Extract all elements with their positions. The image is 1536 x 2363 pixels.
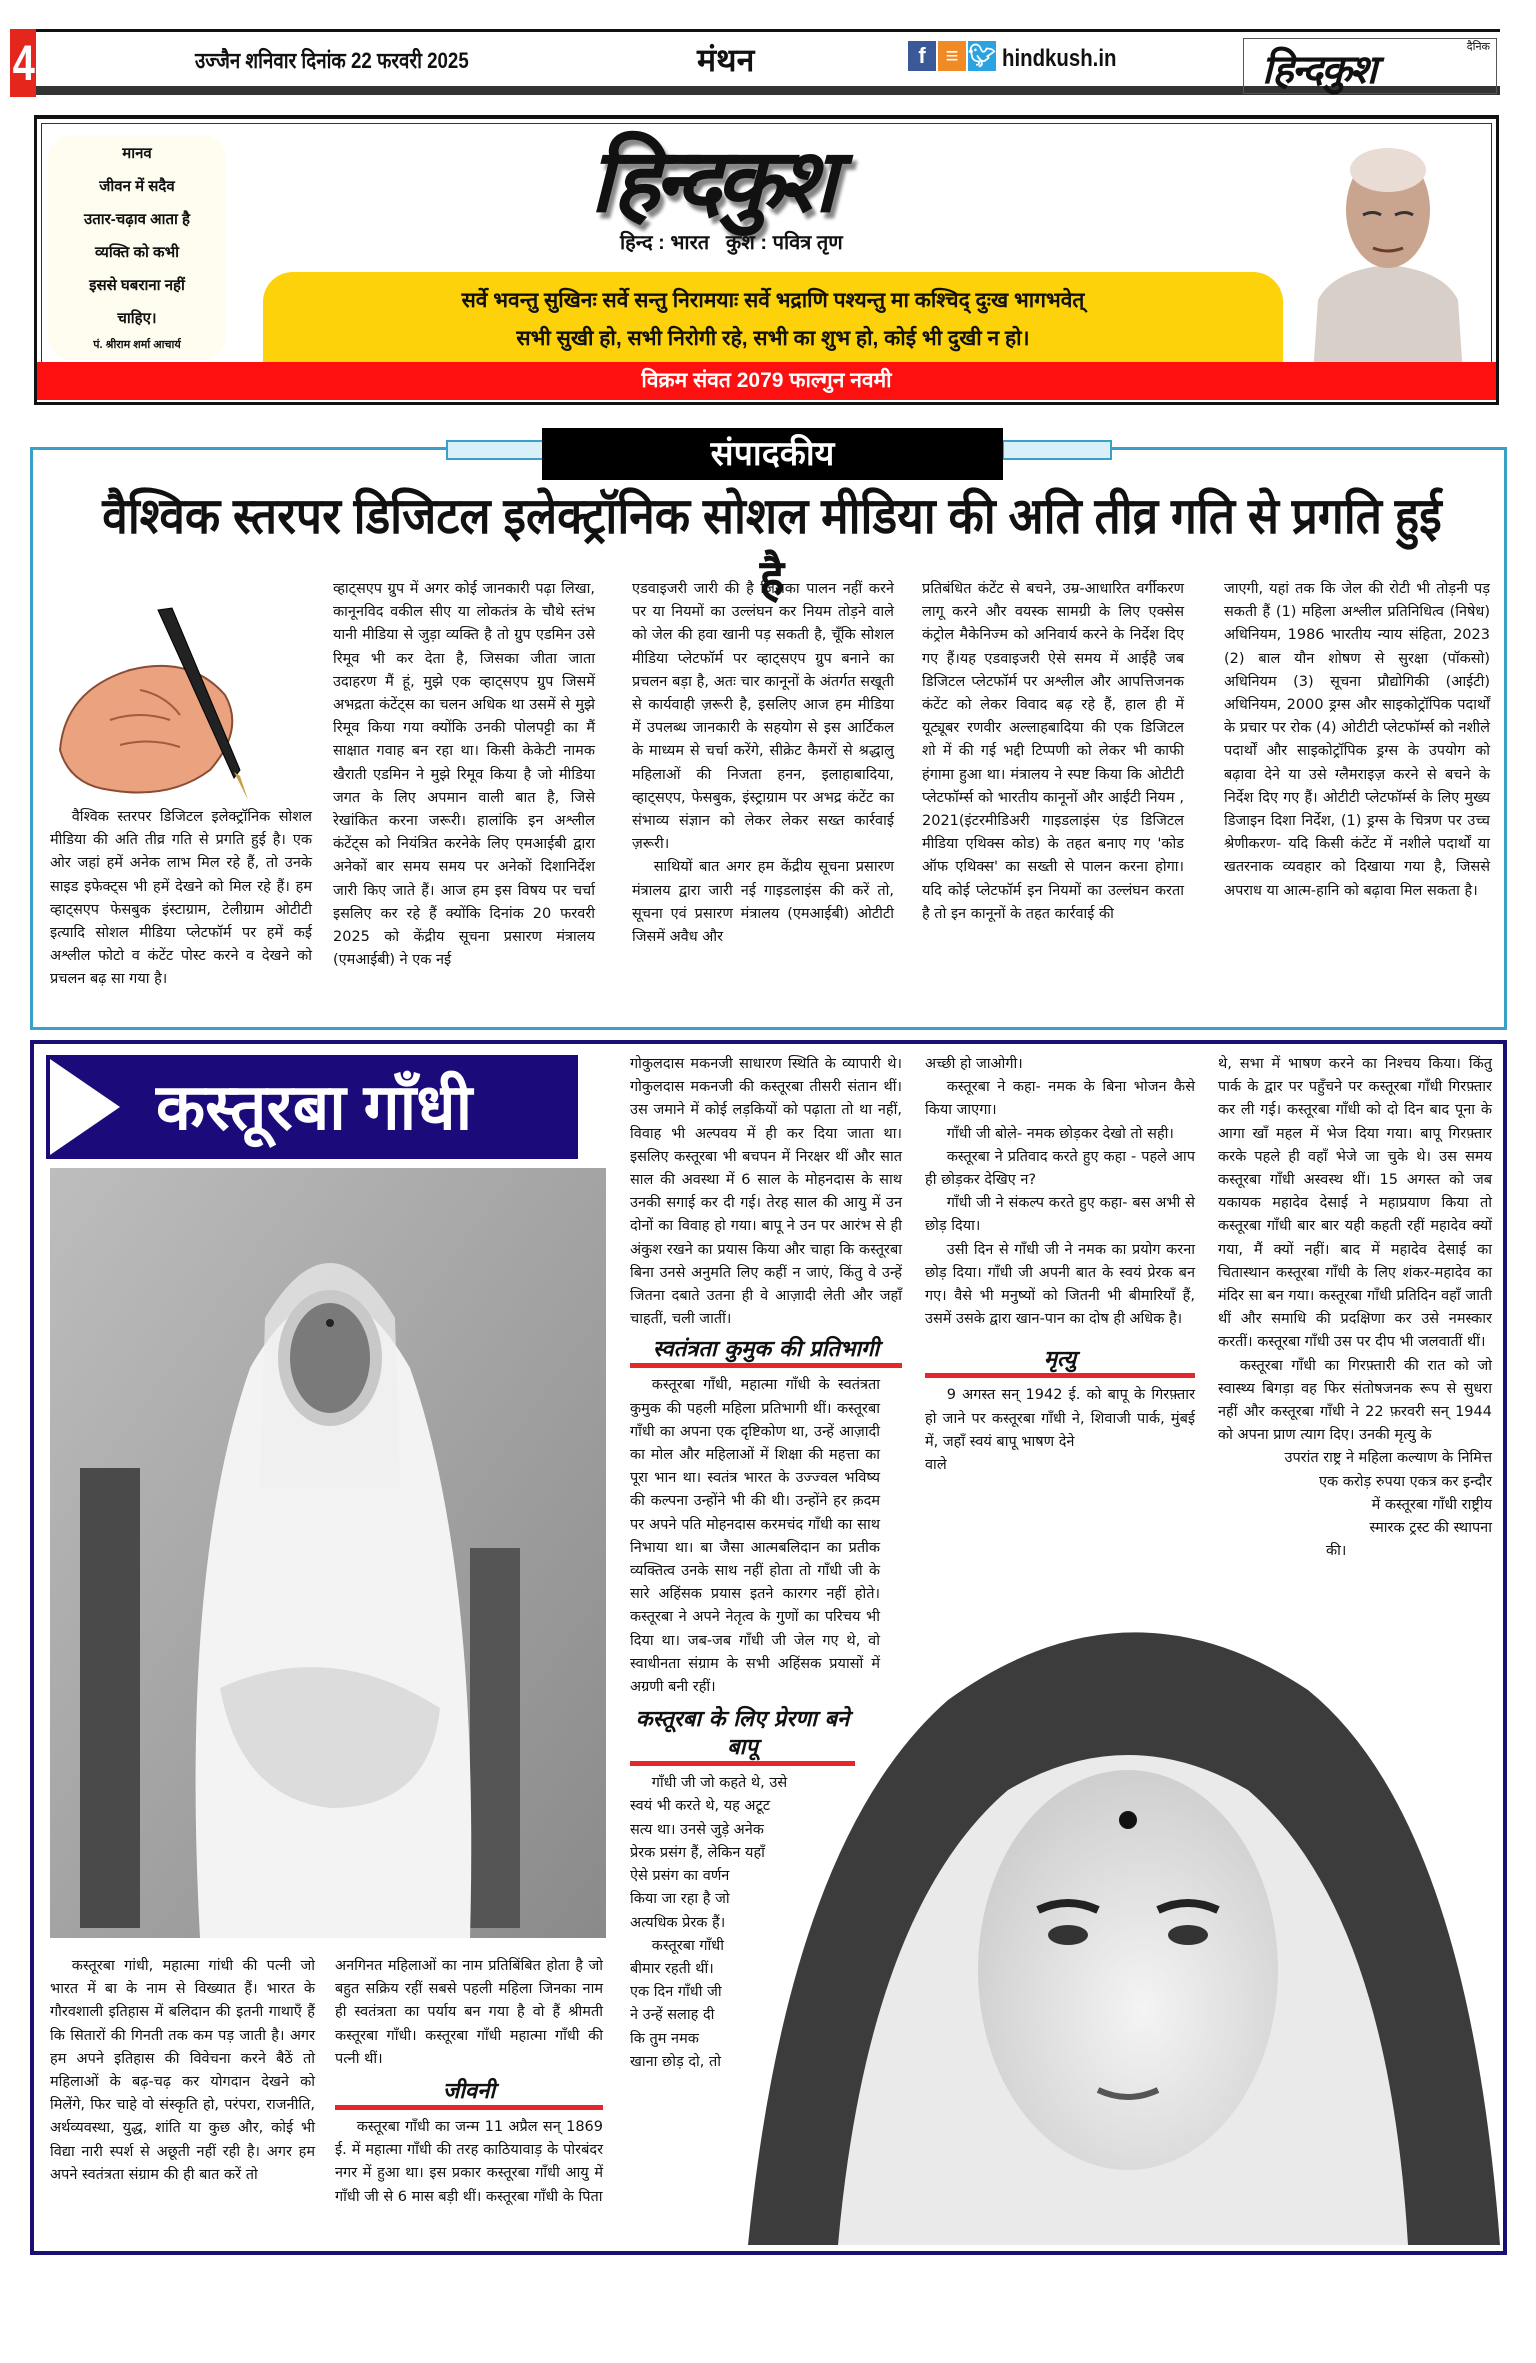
shloka-line: सर्वे भवन्तु सुखिनः सर्वे सन्तु निरामयाः सर्वे भद्राणि पश्यन्तु मा कश्चिद् दुःख भागभवेत् [461, 289, 1085, 312]
shloka-translation: सभी सुखी हो, सभी निरोगी रहे, सभी का शुभ हो, कोई भी दुखी न हो। [516, 327, 1030, 350]
heading-inspiration: कस्तूरबा के लिए प्रेरणा बने बापू [630, 1705, 855, 1766]
text-line: खाना छोड़ दो, तो [630, 2053, 722, 2070]
text-line: ऐसे प्रसंग का वर्णन [630, 1868, 730, 1885]
section-name: मंथन [697, 42, 755, 78]
paragraph: कस्तूरबा गाँधी, महात्मा गाँधी के स्वतंत्रता कुमुक की पहली महिला प्रतिभागी थीं। कस्तूरबा गाँधी का अपना एक दृष्टिकोण था, उन्हें आज़ादी का मोल और महिलाओं में शिक्षा की महत्ता का पूरा भान था। स्वतंत्र भारत के उज्ज्वल भविष्य की कल्पना उन्होंने भी की थी। उन्होंने हर क़दम पर अपने पति मोहनदास करमचंद गाँधी का साथ निभाया था। बा जैसा आत्मबलिदान का प्रतीक व्यक्तित्व उनके साथ नहीं होता तो गाँधी जी के सारे अहिंसक प्रयास इतने कारगर नहीं होते। कस्तूरबा ने अपने नेतृत्व के गुणों का परिचय भी दिया था। जब-जब गाँधी जी जेल गए थे, वो स्वाधीनता संग्राम के सभी अहिंसक प्रयासों में अग्रणी बनी रहीं। [630, 1377, 880, 1696]
twitter-icon[interactable]: 🐦︎ [968, 41, 996, 71]
paragraph: अच्छी हो जाओगी। [925, 1056, 1023, 1072]
text-line: में कस्तूरबा गाँधी राष्ट्रीय [1371, 1496, 1492, 1513]
quote-line: व्यक्ति को कभी [95, 244, 179, 261]
editorial-column-1 [50, 806, 312, 992]
paragraph: व्हाट्सएप ग्रुप में अगर कोई जानकारी पढ़ा लिखा, कानूनविद वकील सीए या लोकतंत्र के चौथे स्तंभ यानी मीडिया से जुड़ा व्यक्ति है तो ग्रुप एडमिन उसे रिमूव भी कर देता है, जिसका जीता जाता उदाहरण मैं हूं, मुझे एक व्हाट्सएप ग्रुप जिसमें अभद्रता कंटेंट्स का चलन अधिक था उसमें से मुझे रिमूव किया गया क्योंकि उनकी पोलपट्टी का मैं साक्षात गवाह बन रहा था। किसी केकेटी नामक खैराती एडमिन ने मुझे रिमूव किया है जो मीडिया जगत के लिए अपमान वाली बात है, जिसे रेखांकित करना जरूरी। हालांकि इन अश्लील कंटेंट्स को नियंत्रित करनेके लिए एमआईबी द्वारा अनेकों बार समय समय पर अनेकों दिशानिर्देश जारी किए जाते हैं। आज हम इस विषय पर चर्चा इसलिए कर रहे हैं क्योंकि दिनांक 20 फरवरी 2025 को केंद्रीय सूचना प्रसारण मंत्रालय (एमआईबी) ने एक नई [333, 581, 595, 969]
mini-logo-text: हिन्दकुश [1262, 46, 1376, 93]
quote-box [48, 135, 226, 360]
text-line: की। [1326, 1543, 1347, 1560]
shloka-box [263, 272, 1283, 372]
editorial-column-3 [632, 578, 894, 949]
website-link[interactable]: hindkush.in [1002, 45, 1117, 72]
paragraph: एडवाइजरी जारी की है जिसका पालन नहीं करने पर या नियमों का उल्लंघन कर नियम तोड़ने वाले को जेल की हवा खानी पड़ सकती है, चूँकि सोशल मीडिया प्लेटफॉर्म पर व्हाट्सएप ग्रुप बनाने का प्रचलन बड़ा है, अतः चार कानूनों के अंतर्गत सखूती से कार्यवाही ज़रूरी है, इसलिए आज हम मीडिया में उपलब्ध जानकारी के सहयोग से इस आर्टिकल के माध्यम से चर्चा करेंगे, सीक्रेट कैमरों से श्रद्धालु महिलाओं की निजता हनन, इलाहाबादिया, व्हाट्सएप, फेसबुक, इंस्ट्राग्राम पर अभद्र कंटेंट का संभाव्य संज्ञान को लेकर लेकर सख्त कार्रवाई ज़रूरी। [632, 581, 894, 853]
text-line: एक दिन गाँधी जी [630, 1984, 722, 2001]
text-line: उपरांत राष्ट्र ने महिला कल्याण के निमित्त [1284, 1450, 1492, 1467]
label-ornament [446, 440, 546, 460]
mini-logo-small: दैनिक [1466, 40, 1490, 53]
heading-biography: जीवनी [335, 2077, 603, 2110]
kasturba-column-3 [630, 1053, 902, 2074]
paragraph: 9 अगस्त सन् 1942 ई. को बापू के गिरफ़्तार हो जाने पर कस्तूरबा गाँधी ने, शिवाजी पार्क, मुंबई में, जहाँ स्वयं बापू भाषण देने [925, 1387, 1195, 1450]
paragraph: वैश्विक स्तरपर डिजिटल इलेक्ट्रॉनिक सोशल मीडिया की अति तीव्र गति से प्रगति हुई है। एक ओर जहां हमें अनेक लाभ मिल रहे हैं, तो उनके साइड इफेक्ट्स भी हमें देखने को मिल रहे हैं। हम व्हाट्सएप फेसबुक इंस्टाग्राम, टेलीग्राम ओटीटी इत्यादि सोशल मीडिया प्लेटफॉर्म पर हमें कई अश्लील फोटो व कंटेंट पोस्ट करने व देखने को प्रचलन बढ़ सा गया है। [50, 809, 312, 988]
paragraph: कस्तूरबा गाँधी का जन्म 11 अप्रैल सन् 1869 ई. में महात्मा गाँधी की तरह काठियावाड़ के पोरबंदर नगर में हुआ था। इस प्रकार कस्तूरबा गाँधी आयु में गाँधी जी से 6 मास बड़ी थीं। कस्तूरबा गाँधी के पिता [335, 2119, 603, 2205]
kasturba-intro-1 [50, 1955, 315, 2187]
text-line: स्वयं भी करते थे, यह अटूट [630, 1798, 771, 1815]
dateline: उज्जैन शनिवार दिनांक 22 फरवरी 2025 [195, 48, 469, 73]
text-line: एक करोड़ रुपया एकत्र कर इन्दौर [1318, 1473, 1492, 1490]
text-line: कस्तूरबा गाँधी [651, 1937, 724, 1954]
facebook-icon[interactable]: f [908, 41, 936, 71]
text-line: बीमार रहती थीं। [630, 1960, 714, 1977]
founder-portrait [1293, 130, 1483, 375]
vikram-samvat: विक्रम संवत 2079 फाल्गुन नवमी [37, 362, 1496, 400]
kasturba-seated-photo [50, 1168, 606, 1938]
paragraph: उसी दिन से गाँधी जी ने नमक का प्रयोग करना छोड़ दिया। गाँधी जी अपनी बात के स्वयं प्रेरक बन गए। वैसे भी मनुष्यों को जितनी भी बीमारियाँ हैं, उसमें उसके द्वारा खान-पान का दोष ही अधिक है। [925, 1241, 1195, 1328]
paragraph: अनगिनत महिलाओं का नाम प्रतिबिंबित होता है जो बहुत सक्रिय रहीं सबसे पहली महिला जिनका नाम ही स्वतंत्रता का पर्याय बन गया है वो हैं श्रीमती कस्तूरबा गाँधी। कस्तूरबा गाँधी महात्मा गाँधी की पत्नी थीं। [335, 1958, 603, 2067]
quote-line: इससे घबराना नहीं [89, 277, 185, 294]
feature-title: कस्तूरबा गाँधी [156, 1071, 473, 1143]
arrow-icon [46, 1055, 126, 1159]
text-line: प्रेरक प्रसंग हैं, लेकिन यहाँ [630, 1844, 765, 1861]
editorial-column-5 [1224, 578, 1490, 903]
kasturba-intro-2 [335, 1955, 603, 2209]
paragraph: कस्तूरबा ने कहा- नमक के बिना भोजन कैसे किया जाएगा। [925, 1079, 1195, 1119]
label-ornament [1002, 440, 1112, 460]
newspaper-logo: हिन्दकुश [590, 128, 831, 232]
paragraph: प्रतिबंधित कंटेंट से बचने, उम्र-आधारित वर्गीकरण लागू करने और वयस्क सामग्री के लिए एक्सेस कंट्रोल मैकेनिज्म को अनिवार्य करने के निर्देश दिए गए हैं।यह एडवाइजरी ऐसे समय में आईहै जब डिजिटल प्लेटफॉर्म पर अश्लील और आपत्तिजनक कंटेंट को लेकर विवाद बढ़ रहे हैं, हाल ही में यूट्यूबर रणवीर अल्लाहबादिया की एक डिजिटल शो में की गई भद्दी टिप्पणी को लेकर भी काफी हंगामा हुआ था। मंत्रालय ने स्पष्ट किया कि ओटीटी प्लेटफॉर्म्स को भारतीय कानूनों और आईटी नियम , 2021(इंटरमीडिअरी गाइडलाइंस एंड डिजिटल मीडिया एथिक्स कोड) के तहत बनाए गए 'कोड ऑफ एथिक्स' का सख्ती से पालन करना होगा। यदि कोई प्लेटफॉर्म इन नियमों का उल्लंघन करता है तो इन कानूनों के तहत कार्रवाई की [922, 581, 1184, 922]
kasturba-column-4 [925, 1053, 1195, 1477]
quote-line: चाहिए। [117, 310, 157, 327]
text-line: किया जा रहा है जो [630, 1891, 730, 1908]
page-number [10, 29, 36, 97]
text-line: ने उन्हें सलाह दी [630, 2007, 715, 2024]
text-line: सत्य था। उनसे जुड़े अनेक [630, 1821, 764, 1838]
kasturba-column-5 [1218, 1053, 1492, 1563]
quote-line: जीवन में सदैव [99, 178, 175, 195]
text-line: गाँधी जी जो कहते थे, उसे [651, 1775, 788, 1792]
text-line: कि तुम नमक [630, 2030, 699, 2047]
text-line: अत्यधिक प्रेरक हैं। [630, 1914, 726, 1931]
quote-author: पं. श्रीराम शर्मा आचार्य [93, 339, 181, 351]
paragraph: कस्तूरबा ने प्रतिवाद करते हुए कहा - पहले आप ही छोड़कर देखिए न? [925, 1148, 1195, 1189]
page-number-text: 4 [12, 35, 35, 91]
text-line: वाले [925, 1457, 947, 1474]
paragraph: गाँधी जी ने संकल्प करते हुए कहा- बस अभी से छोड़ दिया। [925, 1195, 1195, 1235]
editorial-label: संपादकीय [542, 428, 1003, 480]
quote-line: मानव [122, 145, 152, 162]
paragraph: थे, सभा में भाषण करने का निश्चय किया। किंतु पार्क के द्वार पर पहुँचने पर कस्तूरबा गाँधी गिरफ़्तार कर ली गई। कस्तूरबा गाँधी को दो दिन बाद पूना के आगा खाँ महल में भेज दिया गया। बापू गिरफ़्तार करके पहले ही वहाँ भेजे जा चुके थे। उस समय कस्तूरबा गाँधी अस्वस्थ थीं। 15 अगस्त को जब यकायक महादेव देसाई ने महाप्रयाण किया तो कस्तूरबा गाँधी बार बार यही कहती रहीं महादेव क्यों गया, मैं क्यों नहीं। बाद में महादेव देसाई का चितास्थान कस्तूरबा गाँधी के लिए शंकर-महादेव का मंदिर सा बन गया। कस्तूरबा गाँधी प्रतिदिन वहाँ जाती थीं और समाधि की प्रदक्षिणा कर उसे नमस्कार करतीं। कस्तूरबा गाँधी उस पर दीप भी जलवातीं थीं। [1218, 1056, 1492, 1351]
rss-icon[interactable]: ≡ [938, 41, 966, 71]
social-links [908, 41, 996, 71]
paragraph: गोकुलदास मकनजी साधारण स्थिति के व्यापारी थे। गोकुलदास मकनजी की कस्तूरबा तीसरी संतान थीं। उस जमाने में कोई लड़कियों को पढ़ाता तो था नहीं, विवाह भी अल्पवय में ही कर दिया जाता था। इसलिए कस्तूरबा भी बचपन में निरक्षर थीं और सात साल की अवस्था में 6 साल के मोहनदास के साथ उनकी सगाई कर दी गई। तेरह साल की आयु में उन दोनों का विवाह हो गया। बापू ने उन पर आरंभ से ही अंकुश रखने का प्रयास किया और चाहा कि कस्तूरबा बिना उनसे अनुमति लिए कहीं न जाएं, किंतु वे उन्हें जितना दबाते उतना ही वे आज़ादी लेती और जहाँ चाहतीं, चली जातीं। [630, 1056, 902, 1328]
paragraph: कस्तूरबा गांधी, महात्मा गांधी की पत्नी जो भारत में बा के नाम से विख्यात हैं। भारत के गौरवशाली इतिहास में बलिदान की इतनी गाथाएँ हैं कि सितारों की गिनती तक कम पड़ जाती है। अगर हम अपने इतिहास की विवेचना करने बैठें तो महिलाओं के बढ़-चढ़ कर योगदान देखने को मिलेंगे, फिर चाहे वो संस्कृति हो, परंपरा, राजनीति, अर्थव्यवस्था, युद्ध, शांति या कुछ और, कोई भी विद्या नारी स्पर्श से अछूती नहीं रही है। अगर हम अपने स्वतंत्रता संग्राम की ही बात करें तो [50, 1958, 315, 2183]
text-line: स्मारक ट्रस्ट की स्थापना [1369, 1520, 1492, 1537]
heading-death: मृत्यु [925, 1345, 1195, 1378]
paragraph: गाँधी जी बोले- नमक छोड़कर देखो तो सही। [946, 1125, 1174, 1142]
heading-freedom: स्वतंत्रता कुमुक की प्रतिभागी [630, 1335, 902, 1368]
editorial-column-4 [922, 578, 1184, 926]
hand-pen-illustration [50, 600, 270, 805]
feature-banner [46, 1055, 578, 1159]
paragraph: साथियों बात अगर हम केंद्रीय सूचना प्रसारण मंत्रालय द्वारा जारी नई गाइडलाइंस की करें तो, सूचना एवं प्रसारण मंत्रालय (एमआईबी) ओटीटी जिसमें अवैध और [632, 859, 894, 946]
quote-line: उतार-चढ़ाव आता है [83, 211, 191, 228]
tagline: हिन्द : भारत कुश : पवित्र तृण [620, 232, 843, 254]
paragraph: जाएगी, यहां तक कि जेल की रोटी भी तोड़नी पड़ सकती हैं (1) महिला अश्लील प्रतिनिधित्व (निषेध) अधिनियम, 1986 भारतीय न्याय संहिता, 2023 (2) बाल यौन शोषण से सुरक्षा (पॉकसो) अधिनियम (3) सूचना प्रौद्योगिकी (आईटी) अधिनियम, 2000 ड्रग्स और साइकोट्रॉपिक पदार्थों के प्रचार पर रोक (4) ओटीटी प्लेटफॉर्म्स को नशीले पदार्थों और साइकोट्रॉपिक ड्रग्स के उपयोग को बढ़ावा देने या उसे ग्लैमराइज़ करने से बचने के निर्देश दिए गए हैं। ओटीटी प्लेटफॉर्म्स के लिए मुख्य डिजाइन दिशा निर्देश, (1) ड्रग्स के चित्रण पर उच्च श्रेणीकरण- यदि किसी कंटेंट में नशीले पदार्थों या खतरनाक व्यवहार को दिखाया गया है, जिससे अपराध या आत्म-हानि को बढ़ावा मिल सकता है। [1224, 581, 1490, 899]
paragraph: कस्तूरबा गाँधी का गिरफ़्तारी की रात को जो स्वास्थ्य बिगड़ा वह फिर संतोषजनक रूप से सुधरा नहीं और कस्तूरबा गाँधी ने 22 फ़रवरी सन् 1944 को अपना प्राण त्याग दिए। उनकी मृत्यु के [1218, 1357, 1492, 1444]
inspiration-text [630, 1772, 902, 2074]
editorial-headline: वैश्विक स्तरपर डिजिटल इलेक्ट्रॉनिक सोशल मीडिया की अति तीव्र गति से प्रगति हुई है [102, 488, 1442, 606]
mini-logo [1243, 38, 1497, 94]
editorial-column-2 [333, 578, 595, 972]
